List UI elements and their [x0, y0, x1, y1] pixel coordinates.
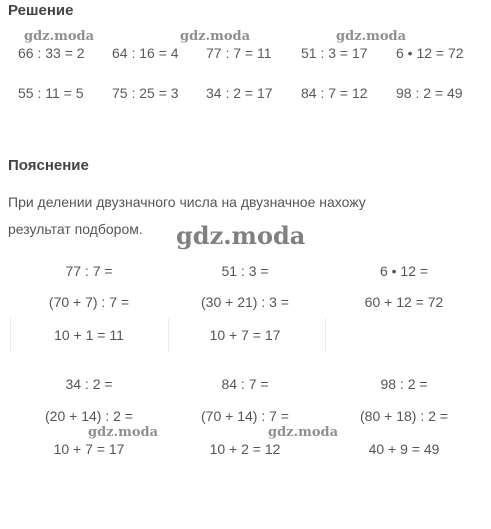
example-step: 84 : 7 = [221, 376, 269, 392]
example-step: 10 + 7 = 17 [209, 327, 281, 343]
explanation-heading: Пояснение [8, 157, 89, 174]
solution-equation: 51 : 3 = 17 [301, 45, 368, 61]
divider [168, 318, 169, 352]
example-step: 10 + 1 = 11 [54, 327, 124, 343]
example-step: (30 + 21) : 3 = [201, 294, 289, 310]
watermark: gdz.moda [24, 29, 95, 44]
watermark: gdz.moda [176, 221, 306, 250]
example-step: 77 : 7 = [65, 263, 113, 279]
example-step: 10 + 7 = 17 [53, 441, 125, 457]
watermark: gdz.moda [180, 29, 251, 44]
solution-equation: 84 : 7 = 12 [301, 85, 368, 101]
solution-equation: 66 : 33 = 2 [18, 45, 85, 61]
solution-equation: 75 : 25 = 3 [112, 85, 179, 101]
solution-equation: 77 : 7 = 11 [206, 45, 272, 61]
example-step: 34 : 2 = [65, 376, 113, 392]
solution-equation: 34 : 2 = 17 [206, 85, 273, 101]
explanation-line: результат подбором. [8, 221, 143, 237]
solution-equation: 64 : 16 = 4 [112, 45, 179, 61]
example-step: 51 : 3 = [221, 263, 269, 279]
example-step: (80 + 18) : 2 = [360, 408, 448, 424]
solution-heading: Решение [8, 2, 74, 19]
example-step: (70 + 7) : 7 = [48, 294, 130, 310]
example-step: (20 + 14) : 2 = [45, 408, 133, 424]
divider [325, 318, 326, 352]
watermark: gdz.moda [336, 29, 407, 44]
example-step: 6 • 12 = [379, 263, 429, 279]
example-step: 98 : 2 = [380, 376, 428, 392]
divider [10, 318, 11, 352]
example-step: 10 + 2 = 12 [209, 441, 281, 457]
explanation-line: При делении двузначного числа на двузначное нахожу [8, 194, 366, 210]
example-step: 60 + 12 = 72 [364, 294, 444, 310]
example-step: 40 + 9 = 49 [368, 441, 440, 457]
example-step: (70 + 14) : 7 = [201, 408, 289, 424]
watermark: gdz.moda [88, 425, 159, 440]
solution-equation: 98 : 2 = 49 [396, 85, 463, 101]
watermark: gdz.moda [268, 425, 339, 440]
solution-equation: 55 : 11 = 5 [18, 85, 84, 101]
solution-equation: 6 • 12 = 72 [396, 45, 464, 61]
